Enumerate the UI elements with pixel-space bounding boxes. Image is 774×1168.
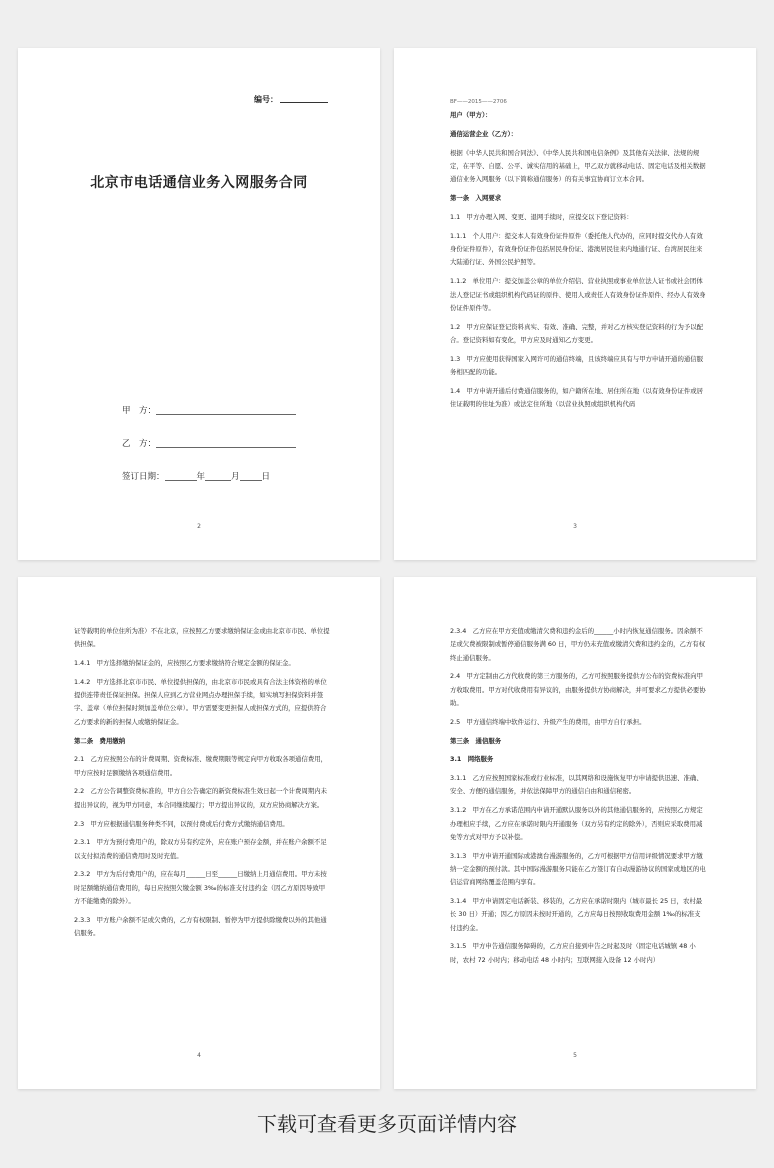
paragraph: 3.1.1 乙方应按照国家标准或行业标准，以其网络和设施恢复甲方申请提供迅速、准确、安全、方便的通信服务，并依法保障甲方的通信自由和通信秘密。 bbox=[450, 774, 703, 796]
sign-date bbox=[122, 470, 270, 482]
party-a-signature bbox=[122, 404, 296, 416]
page-number: 5 bbox=[573, 1052, 577, 1059]
year-blank bbox=[165, 480, 197, 481]
party-b-signature bbox=[122, 437, 296, 449]
section-heading: 3.1 网络服务 bbox=[450, 755, 494, 764]
paragraph-list bbox=[450, 625, 706, 967]
contract-number bbox=[254, 94, 328, 105]
section-heading: 用户（甲方）： bbox=[450, 111, 492, 120]
paragraph: 1.4 甲方申请开通后付费通信服务的，如户籍所在地、居住所在地（以有效身份证件或居住证载明的住址为准）或法定住所地（以营业执照或组织机构代码 bbox=[450, 386, 704, 409]
month-label: 月 bbox=[231, 472, 240, 482]
contract-number-blank bbox=[280, 102, 328, 103]
year-label: 年 bbox=[196, 472, 206, 482]
party-a-line bbox=[156, 414, 296, 415]
paragraph: 2.3.2 甲方为后付费用户的，应在每月______日至______日缴纳上月通信费用。甲方未按时足额缴纳通信费用的，每日应按照欠缴金额 3‰的标准支付违约金（因乙方原因导致甲方不能缴费的除外）。 bbox=[74, 870, 327, 906]
section-heading: 第二条 费用缴纳 bbox=[74, 736, 126, 745]
party-a-label: 甲 方： bbox=[122, 406, 157, 416]
download-more-text[interactable]: 下载可查看更多页面详情内容 bbox=[257, 1112, 517, 1136]
paragraph: 3.1.4 甲方申请固定电话新装、移装的，乙方应在承诺时限内（城市最长 25 日，农村最长 30 日）开通；因乙方原因未按时开通的，乙方应每日按照收取费用金额 1‰的标准支付违约金。 bbox=[450, 897, 703, 932]
sign-date-label: 签订日期： bbox=[122, 472, 165, 482]
paragraph: 2.1 乙方应按照公布的计费周期、资费标准、缴费期限等规定向甲方收取各项通信费用，甲方应按时足额缴纳各项通信费用。 bbox=[74, 755, 328, 777]
page-body bbox=[450, 96, 706, 417]
paragraph: 1.1.1 个人用户：提交本人有效身份证件原件（委托他人代办的，应同时提交代办人有效身份证件原件），有效身份证件包括居民身份证、港澳居民往来内地通行证、台湾居民往来大陆通行证、外国公民护照等。 bbox=[450, 231, 703, 267]
page-body bbox=[74, 625, 330, 946]
section-heading: 第一条 入网要求 bbox=[450, 194, 502, 203]
contract-title: 北京市电话通信业务入网服务合同 bbox=[90, 175, 308, 191]
paragraph: 证等载明的单位住所为准）不在北京，应按照乙方要求缴纳保证金或由北京市市民、单位提供担保。 bbox=[74, 627, 330, 649]
contract-cover-page bbox=[18, 48, 380, 560]
day-label: 日 bbox=[261, 472, 271, 482]
paragraph: 2.3 甲方应根据通信服务种类不同，以预付费或后付费方式缴纳通信费用。 bbox=[74, 819, 289, 828]
paragraph-list bbox=[74, 625, 330, 940]
month-blank bbox=[205, 480, 231, 481]
day-blank bbox=[240, 480, 262, 481]
doc-code: BF——2015——2706 bbox=[450, 99, 507, 105]
contract-number-label: 编号： bbox=[254, 95, 278, 104]
paragraph: 2.3.4 乙方应在甲方充值或缴清欠费和违约金后的______小时内恢复通信服务。因余额不足或欠费被限制或暂停通信服务满 60 日，甲方仍未充值或缴清欠费和违约金的，乙方有权终止通信服务。 bbox=[450, 627, 706, 662]
paragraph: 2.3.1 甲方为预付费用户的，除双方另有约定外，应在账户预存金额，并在账户余额不足以支付拟消费的通信费用时及时充值。 bbox=[74, 838, 327, 860]
paragraph: 2.3.3 甲方账户余额不足或欠费的，乙方有权限制、暂停为甲方提供除缴费以外的其他通信服务。 bbox=[74, 915, 327, 938]
paragraph: 1.4.2 甲方选择北京市市民、单位提供担保的，由北京市市民或具有合法主体资格的单位提供连带责任保证担保。担保人应到乙方营业网点办理担保手续，如实填写担保资料并签字、盖章（单位担保时须加盖单位公章）。甲方需要变更担保人或担保方式的，应提供符合乙方要求的新的担保人或缴纳保证金。 bbox=[74, 677, 327, 726]
contract-page-5 bbox=[394, 577, 756, 1089]
page-number: 3 bbox=[573, 523, 577, 530]
page-body bbox=[450, 625, 706, 973]
paragraph: 1.4.1 甲方选择缴纳保证金的，应按照乙方要求缴纳符合规定金额的保证金。 bbox=[74, 659, 295, 668]
paragraph: 3.1.3 甲方申请开通国际或港澳台漫游服务的，乙方可根据甲方信用评级情况要求甲方缴纳一定金额的预付款。其中国际漫游服务只能在乙方签订有自动漫游协议的国家或地区的电信运营商网络覆盖范围内享有。 bbox=[450, 851, 706, 887]
paragraph: 3.1.2 甲方在乙方承诺范围内申请开通默认服务以外的其他通信服务的，应按照乙方规定办理相应手续，乙方应在承诺时限内开通服务（双方另有约定的除外），否则应采取费用减免等方式对甲方予以补偿。 bbox=[450, 806, 703, 841]
section-heading: 通信运营企业（乙方）： bbox=[450, 130, 518, 139]
paragraph: 根据《中华人民共和国合同法》、《中华人民共和国电信条例》及其他有关法律、法规的规定，在平等、自愿、公平、诚实信用的基础上，甲乙双方就移动电话、固定电话及相关数据通信业务入网服务（以下简称通信服务）的有关事宜协商订立本合同。 bbox=[450, 148, 706, 184]
paragraph: 1.1.2 单位用户：提交加盖公章的单位介绍信、营业执照或事业单位法人证书或社会团体法人登记证书或组织机构代码证的原件、使用人或责任人有效身份证件原件、经办人有效身份证件原件等。 bbox=[450, 277, 706, 312]
paragraph-list bbox=[450, 109, 706, 411]
paragraph: 2.5 甲方通信终端中软件运行、升级产生的费用，由甲方自行承担。 bbox=[450, 717, 646, 726]
paragraph: 2.2 乙方公告调整资费标准的，甲方自公告确定的新资费标准生效日起一个计费周期内未提出异议的，视为甲方同意，本合同继续履行；甲方提出异议的，双方应协商解决方案。 bbox=[74, 787, 328, 809]
contract-page-3 bbox=[394, 48, 756, 560]
paragraph: 1.3 甲方应使用获得国家入网许可的通信终端，且该终端应具有与甲方申请开通的通信服务相匹配的功能。 bbox=[450, 354, 704, 377]
page-number: 4 bbox=[197, 1052, 201, 1059]
section-heading: 第三条 通信服务 bbox=[450, 736, 502, 745]
paragraph: 3.1.5 甲方申告通信服务障碍的，乙方应自接到申告之时起及时（固定电话城镇 48 小时，农村 72 小时内；移动电话 48 小时内；互联网接入设备 12 小时内） bbox=[450, 942, 696, 964]
paragraph: 1.2 甲方应保证登记资料真实、有效、准确、完整，并对乙方核实登记资料的行为予以配合。登记资料如有变化，甲方应及时通知乙方变更。 bbox=[450, 322, 704, 344]
party-b-line bbox=[156, 447, 296, 448]
contract-page-4 bbox=[18, 577, 380, 1089]
paragraph: 1.1 甲方办理入网、变更、退网手续时，应提交以下登记资料： bbox=[450, 213, 633, 222]
page-number: 2 bbox=[197, 523, 201, 530]
paragraph: 2.4 甲方定制由乙方代收费的第三方服务的，乙方可按照服务提供方公布的资费标准向甲方收取费用。甲方对代收费用有异议的，由服务提供方协商解决，并可要求乙方提供必要协助。 bbox=[450, 672, 706, 707]
party-b-label: 乙 方： bbox=[122, 439, 157, 449]
